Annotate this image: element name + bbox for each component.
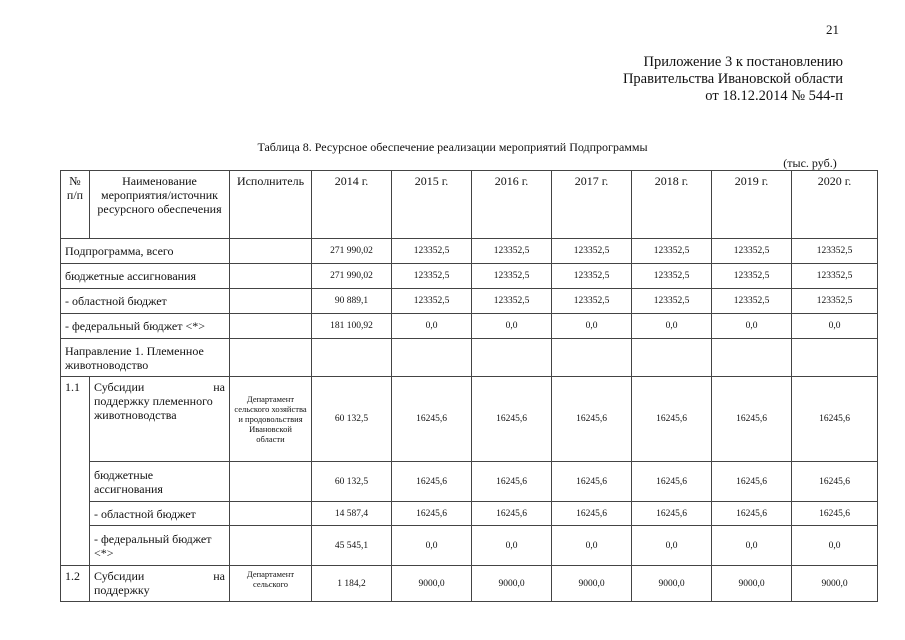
cell-value: 16245,6: [392, 502, 472, 526]
item-name: [90, 377, 230, 462]
item-executor: Департамент сельского хозяйства и продовольствия Ивановской области: [230, 377, 312, 462]
empty-cell: [552, 339, 632, 377]
cell-value: 123352,5: [712, 289, 792, 314]
header-year-2019: 2019 г.: [712, 171, 792, 239]
table-row: [61, 462, 878, 502]
table-row: [61, 526, 878, 566]
cell-value: 123352,5: [552, 289, 632, 314]
cell-value: 16245,6: [632, 502, 712, 526]
cell-value: 123352,5: [792, 239, 878, 264]
cell-value: 16245,6: [552, 377, 632, 462]
cell-value: 123352,5: [472, 239, 552, 264]
cell-value: 271 990,02: [312, 264, 392, 289]
row-executor: [230, 289, 312, 314]
cell-value: 123352,5: [632, 264, 712, 289]
cell-value: 60 132,5: [312, 377, 392, 462]
cell-value: 123352,5: [792, 264, 878, 289]
empty-cell: [472, 339, 552, 377]
units-label: (тыс. руб.): [783, 156, 837, 170]
cell-value: 0,0: [792, 526, 878, 566]
cell-value: 16245,6: [632, 462, 712, 502]
row-executor: [230, 502, 312, 526]
cell-value: 0,0: [712, 314, 792, 339]
row-name: бюджетные ассигнования: [61, 264, 230, 289]
item-name-word-2: на: [213, 569, 225, 583]
table-row: [61, 264, 878, 289]
row-name: - областной бюджет: [90, 502, 230, 526]
page-number: 21: [826, 22, 839, 37]
table-row: [61, 502, 878, 526]
cell-value: 16245,6: [632, 377, 712, 462]
item-name: [90, 566, 230, 602]
item-name-word-2: на: [213, 380, 225, 394]
table-caption: Таблица 8. Ресурсное обеспечение реализации мероприятий Подпрограммы: [257, 140, 648, 154]
cell-value: 16245,6: [792, 377, 878, 462]
cell-value: 271 990,02: [312, 239, 392, 264]
cell-value: 16245,6: [472, 462, 552, 502]
row-executor: [230, 526, 312, 566]
cell-value: 45 545,1: [312, 526, 392, 566]
cell-value: 0,0: [552, 314, 632, 339]
row-name: - областной бюджет: [61, 289, 230, 314]
row-executor: [230, 239, 312, 264]
row-executor: [230, 314, 312, 339]
table-header-row: [61, 171, 878, 239]
header-year-2017: 2017 г.: [552, 171, 632, 239]
cell-value: 16245,6: [392, 462, 472, 502]
cell-value: 123352,5: [392, 289, 472, 314]
row-executor: [230, 462, 312, 502]
direction-title: Направление 1. Племенное животноводство: [61, 339, 230, 377]
row-name: - федеральный бюджет <*>: [90, 526, 230, 566]
cell-value: 0,0: [632, 526, 712, 566]
empty-cell: [712, 339, 792, 377]
cell-value: 16245,6: [712, 377, 792, 462]
header-executor: Исполнитель: [230, 171, 312, 239]
row-name: бюджетные ассигнования: [90, 462, 230, 502]
header-num: № п/п: [61, 171, 90, 239]
cell-value: 123352,5: [392, 264, 472, 289]
cell-value: 16245,6: [552, 462, 632, 502]
cell-value: 123352,5: [552, 239, 632, 264]
cell-value: 14 587,4: [312, 502, 392, 526]
cell-value: 123352,5: [712, 239, 792, 264]
item-number: 1.2: [61, 566, 90, 602]
cell-value: 0,0: [472, 526, 552, 566]
cell-value: 9000,0: [472, 566, 552, 602]
cell-value: 123352,5: [552, 264, 632, 289]
header-year-2018: 2018 г.: [632, 171, 712, 239]
table-row: [61, 314, 878, 339]
cell-value: 0,0: [472, 314, 552, 339]
cell-value: 123352,5: [792, 289, 878, 314]
cell-value: 123352,5: [712, 264, 792, 289]
item-name-line-1: [94, 380, 225, 394]
direction-row: [61, 339, 878, 377]
cell-value: 16245,6: [712, 502, 792, 526]
cell-value: 181 100,92: [312, 314, 392, 339]
appendix-line-1: Приложение 3 к постановлению: [643, 54, 843, 70]
cell-value: 123352,5: [632, 289, 712, 314]
cell-value: 1 184,2: [312, 566, 392, 602]
header-name: Наименование мероприятия/источник ресурсного обеспечения: [90, 171, 230, 239]
header-year-2020: 2020 г.: [792, 171, 878, 239]
header-year-2014: 2014 г.: [312, 171, 392, 239]
row-executor: [230, 264, 312, 289]
item-name-rest: поддержку племенного животноводства: [94, 394, 213, 422]
row-name: Подпрограмма, всего: [61, 239, 230, 264]
cell-value: 16245,6: [792, 502, 878, 526]
empty-cell: [792, 339, 878, 377]
empty-cell: [312, 339, 392, 377]
row-name: - федеральный бюджет <*>: [61, 314, 230, 339]
cell-value: 123352,5: [472, 264, 552, 289]
table-row: [61, 289, 878, 314]
cell-value: 16245,6: [472, 377, 552, 462]
header-year-2015: 2015 г.: [392, 171, 472, 239]
header-year-2016: 2016 г.: [472, 171, 552, 239]
cell-value: 90 889,1: [312, 289, 392, 314]
cell-value: 0,0: [552, 526, 632, 566]
cell-value: 123352,5: [472, 289, 552, 314]
item-number: 1.1: [61, 377, 90, 566]
empty-cell: [392, 339, 472, 377]
cell-value: 9000,0: [712, 566, 792, 602]
item-executor: Департамент сельского: [230, 566, 312, 602]
cell-value: 0,0: [392, 526, 472, 566]
cell-value: 60 132,5: [312, 462, 392, 502]
cell-value: 16245,6: [392, 377, 472, 462]
cell-value: 9000,0: [792, 566, 878, 602]
appendix-line-3: от 18.12.2014 № 544-п: [705, 88, 843, 104]
item-name-line-1: [94, 569, 225, 583]
table-row: [61, 566, 878, 602]
cell-value: 0,0: [712, 526, 792, 566]
cell-value: 0,0: [392, 314, 472, 339]
cell-value: 123352,5: [632, 239, 712, 264]
table-row: [61, 239, 878, 264]
appendix-header: [623, 54, 843, 105]
cell-value: 9000,0: [392, 566, 472, 602]
cell-value: 0,0: [632, 314, 712, 339]
empty-cell: [632, 339, 712, 377]
cell-value: 16245,6: [472, 502, 552, 526]
appendix-line-2: Правительства Ивановской области: [622, 71, 843, 87]
row-executor: [230, 339, 312, 377]
cell-value: 123352,5: [392, 239, 472, 264]
cell-value: 16245,6: [712, 462, 792, 502]
cell-value: 9000,0: [552, 566, 632, 602]
item-name-word-1: Субсидии: [94, 380, 145, 394]
resource-table: [60, 170, 878, 602]
item-name-word-1: Субсидии: [94, 569, 145, 583]
cell-value: 0,0: [792, 314, 878, 339]
cell-value: 16245,6: [792, 462, 878, 502]
item-name-rest: поддержку: [94, 583, 150, 597]
table-row: [61, 377, 878, 462]
cell-value: 16245,6: [552, 502, 632, 526]
cell-value: 9000,0: [632, 566, 712, 602]
